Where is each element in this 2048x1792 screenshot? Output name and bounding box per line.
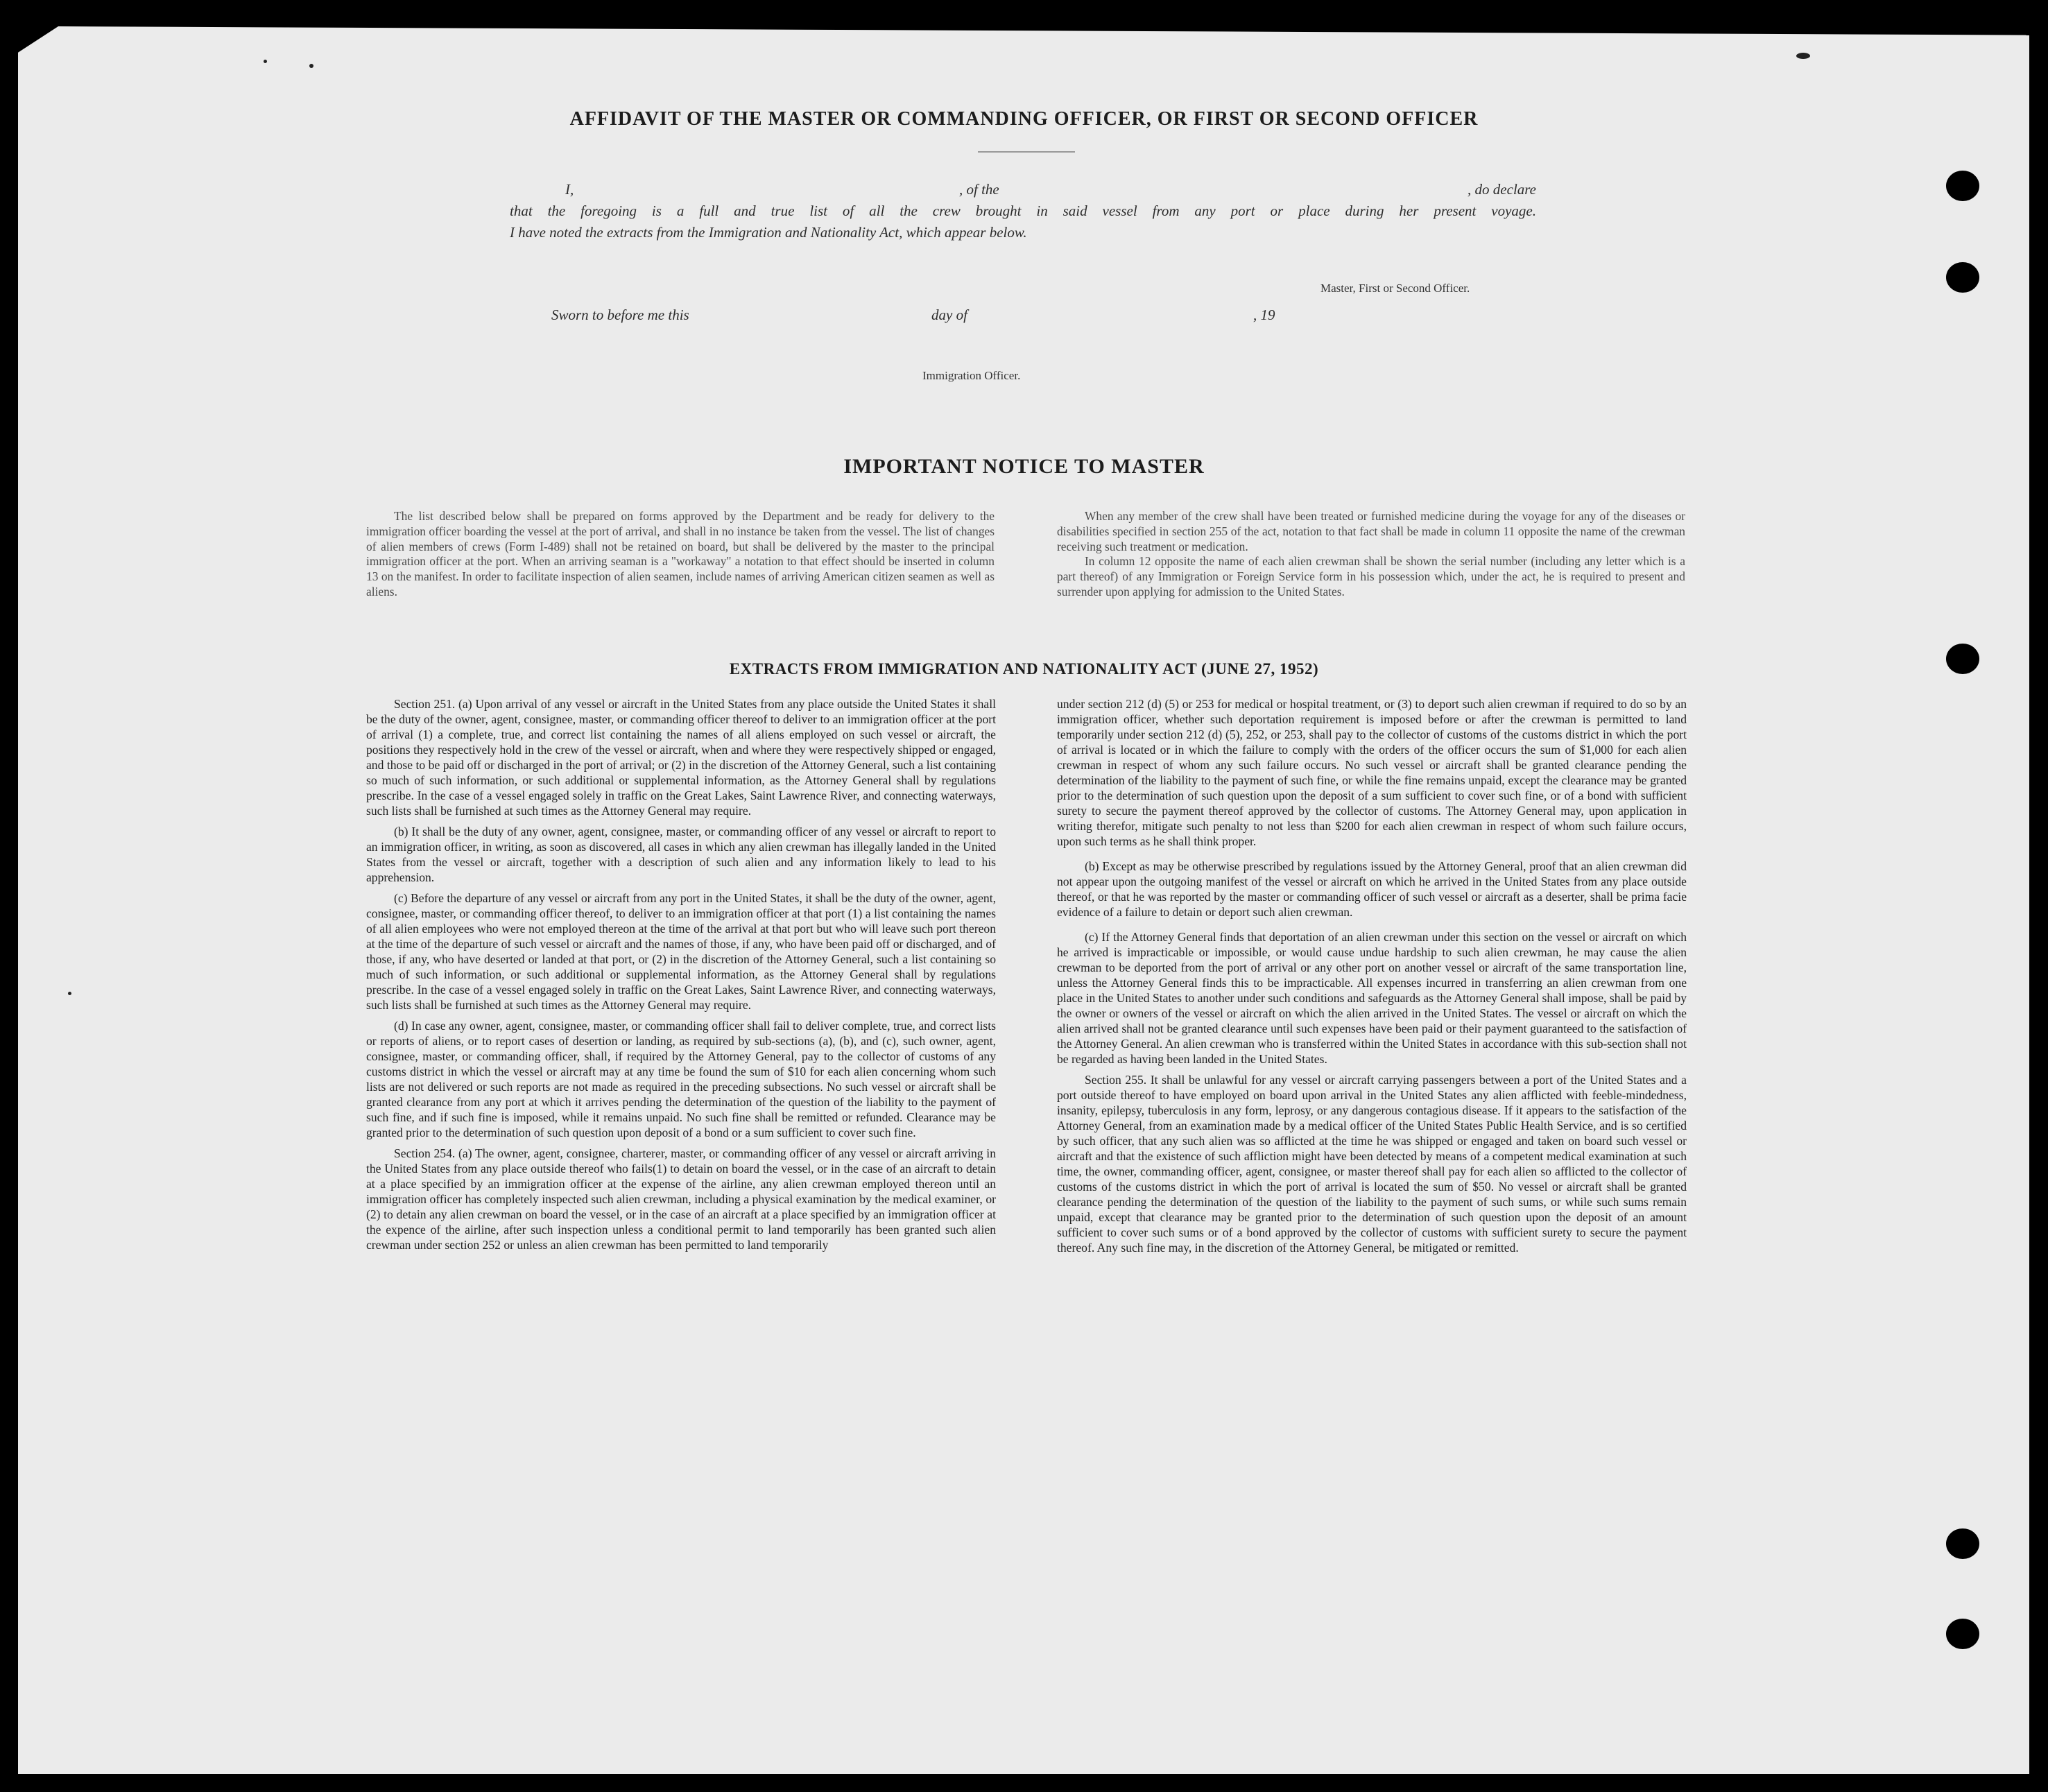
do-declare-label: , do declare: [1468, 181, 1536, 198]
notice-right-text-2: In column 12 opposite the name of each alien crewman shall be shown the serial number (including any letter which is a part thereof) of any Immigration or Foreign Service form in his possession which, under the act, he is required to present and surrender upon applying for admission to the United States.: [1057, 554, 1685, 598]
master-signature-label: Master, First or Second Officer.: [1320, 282, 1470, 295]
of-the-label: , of the: [959, 181, 999, 198]
scan-speck: [68, 992, 71, 995]
extracts-left-column: [366, 696, 996, 1252]
punch-hole: [1946, 1619, 1979, 1649]
notice-left-text: The list described below shall be prepared on forms approved by the Department and be ready for delivery to the immigration officer boarding the vessel at the port of arrival, and shall in no instance be taken from the vessel. The list of changes of alien members of crews (Form I-489) shall not be retained on board, but shall be delivered by the master to the principal immigration officer at the port. When an arriving seaman is a "workaway" a notation to that effect should be inserted in column 13 on the manifest. In order to facilitate inspection of alien seamen, include names of arriving American citizen seamen as well as aliens.: [366, 509, 995, 598]
punch-hole: [1946, 1528, 1979, 1559]
sworn-line: [551, 307, 1314, 328]
section-251c: (c) Before the departure of any vessel or aircraft from any port in the United States, it shall be the duty of the owner, agent, consignee, master, or commanding officer thereof, to deliver to an immigration officer at that port (1) a list containing the names of all alien employees who were not employed thereon at the time of the arrival at that port but who will leave such port thereon at the time of the departure of such vessel or aircraft and the names of those, if any, who have been paid off or discharged, and of those, if any, who have deserted or landed at that port, or (2) in the discretion of the Attorney General, such a list containing so much of such information, or such additional or supplemental information, as the Attorney General shall by regulations prescribe. In the case of a vessel engaged solely in traffic on the Great Lakes, Saint Lawrence River, and connecting waterways, such lists shall be furnished at such times as the Attorney General may require.: [366, 891, 996, 1012]
title-divider: [978, 151, 1075, 153]
punch-hole: [1946, 262, 1979, 293]
notice-title: IMPORTANT NOTICE TO MASTER: [843, 455, 1205, 478]
extracts-title: EXTRACTS FROM IMMIGRATION AND NATIONALITY ACT (JUNE 27, 1952): [729, 660, 1319, 678]
notice-right-text-1: When any member of the crew shall have been treated or furnished medicine during the voyage for any of the diseases or disabilities specified in section 255 of the act, notation to that fact shall be made in column 11 opposite the name of the crewman receiving such treatment or medication.: [1057, 509, 1685, 553]
punch-hole: [1946, 171, 1979, 201]
notice-right-column: [1057, 509, 1685, 600]
declaration-line-2: that the foregoing is a full and true list of all the crew brought in said vessel from any port or place during her present voyage.: [510, 203, 1536, 219]
sworn-label: Sworn to before me this: [551, 307, 689, 323]
section-254b: (b) Except as may be otherwise prescribed by regulations issued by the Attorney General, proof that an alien crewman did not appear upon the outgoing manifest of the vessel or aircraft on which he arrived in the United States from any place outside thereof, or that he was reported by the master or commanding officer of such vessel or aircraft as a deserter, shall be prima facie evidence of a failure to detain or deport such alien crewman.: [1057, 859, 1687, 919]
declaration-line-3: I have noted the extracts from the Immigration and Nationality Act, which appear below.: [510, 224, 1027, 241]
day-of-label: day of: [931, 307, 967, 323]
document-page: [18, 26, 2029, 1774]
declarant-prefix: I,: [565, 181, 574, 198]
year-label: , 19: [1253, 307, 1275, 323]
affidavit-title: AFFIDAVIT OF THE MASTER OR COMMANDING OFFICER, OR FIRST OR SECOND OFFICER: [569, 108, 1479, 130]
scan-speck: [264, 60, 267, 63]
scan-speck: [309, 64, 313, 68]
section-251a: Section 251. (a) Upon arrival of any vessel or aircraft in the United States from any place outside the United States it shall be the duty of the owner, agent, consignee, master, or commanding officer thereof to deliver to an immigration officer at the port of arrival (1) a complete, true, and correct list containing the names of all aliens employed on such vessel or aircraft, the positions they respectively hold in the crew of the vessel or aircraft, when and where they were respectively shipped or engaged, and those to be paid off or discharged in the port of arrival; or (2) in the discretion of the Attorney General, such a list containing so much of such information, or such additional or supplemental information, as the Attorney General shall by regulations prescribe. In the case of a vessel engaged solely in traffic on the Great Lakes, Saint Lawrence River, and connecting waterways, such lists shall be furnished at such times as the Attorney General may require.: [366, 697, 996, 818]
section-251d: (d) In case any owner, agent, consignee, master, or commanding officer shall fail to deliver complete, true, and correct lists or reports of aliens, or to report cases of desertion or landing, as required by sub-sections (a), (b), and (c), such owner, agent, consignee, master, or commanding officer, shall, if required by the Attorney General, pay to the collector of customs of any customs district in which the vessel or aircraft may at any time be found the sum of $10 for each alien concerning whom such lists are not delivered or such reports are not made as required in the preceding subsections. No such vessel or aircraft shall be granted clearance from any port at which it arrives pending the determination of the question of the liability to the payment of such fine, and if such fine is imposed, while it remains unpaid. No such fine shall be remitted or refunded. Clearance may be granted prior to the determination of such question upon deposit of a bond or a sum sufficient to cover such fine.: [366, 1019, 996, 1139]
section-251b: (b) It shall be the duty of any owner, agent, consignee, master, or commanding officer of any vessel or aircraft to report to an immigration officer, in writing, as soon as discovered, all cases in which any alien crewman has illegally landed in the United States from the vessel or aircraft, together with a description of such alien and any information likely to lead to his apprehension.: [366, 825, 996, 884]
extracts-right-column: [1057, 696, 1687, 1255]
section-254c: (c) If the Attorney General finds that deportation of an alien crewman under this section on the vessel or aircraft on which he arrived is impracticable or impossible, or would cause undue hardship to such alien crewman, he may cause the alien crewman to be deported from the port of arrival or any other port on another vessel or aircraft of the same transportation line, unless the Attorney General finds this to be impracticable. All expenses incurred in transferring an alien crewman from one place in the United States to another under such conditions and safeguards as the Attorney General shall impose, shall be paid by the owner or owners of the vessel or aircraft on which the alien arrived in the United States. The vessel or aircraft on which the alien arrived shall not be granted clearance until such expenses have been paid or their payment guaranteed to the satisfaction of the Attorney General. An alien crewman who is transferred within the United States in accordance with this sub-section shall not be regarded as having been landed in the United States.: [1057, 930, 1687, 1066]
name-blank[interactable]: [583, 194, 791, 195]
immigration-officer-label: Immigration Officer.: [922, 369, 1021, 382]
section-254a: Section 254. (a) The owner, agent, consignee, charterer, master, or commanding officer of any vessel or aircraft arriving in the United States from any place outside thereof who fails(1) to detain on board the vessel, or in the case of an aircraft to detain at a place specified by an immigration officer at the expense of the airline, any alien crewman employed thereon until an immigration officer has completely inspected such alien crewman, including a physical examination by the medical examiner, or (2) to detain any alien crewman on board the vessel, or in the case of an aircraft at a place specified by an immigration officer at the expence of the airline, after such inspection unless a conditional permit to land temporarily has been granted such alien crewman under section 252 or unless an alien crewman has been permitted to land temporarily: [366, 1146, 996, 1252]
scan-speck: [1796, 53, 1810, 59]
section-255: Section 255. It shall be unlawful for any vessel or aircraft carrying passengers between a port of the United States and a port outside thereof to have employed on board upon arrival in the United States any alien afflicted with feeble-mindedness, insanity, epilepsy, tuberculosis in any form, leprosy, or any dangerous contagious disease. If it appears to the satisfaction of the Attorney General, from an examination made by a medical officer of the United States Public Health Service, and is so certified by such officer, that any such alien was so afflicted at the time he was shipped or engaged and taken on board such vessel or aircraft and that the existence of such affliction might have been detected by means of a competent medical examination at such time, the owner, commanding officer, agent, consignee, or master thereof shall pay for each alien so afflicted to the collector of customs of the customs district in which the port of arrival is located the sum of $50. No vessel or aircraft shall be granted clearance pending the determination of the question of the liability to the payment of such sums, or while such sums remain unpaid, except that clearance may be granted prior to the determination of such question upon the deposit of an amount sufficient to cover such sums or of a bond approved by the collector of customs with sufficient surety to secure the payment thereof. Any such fine may, in the discretion of the Attorney General, be mitigated or remitted.: [1057, 1073, 1687, 1255]
declaration-block: [510, 179, 1536, 243]
notice-left-column: [366, 509, 995, 600]
declaration-line-1: [510, 179, 1536, 200]
section-254a-continued: under section 212 (d) (5) or 253 for medical or hospital treatment, or (3) to deport such alien crewman if required to do so by an immigration officer, whether such deportation requirement is imposed before or after the crewman is permitted to land temporarily under section 212 (d) (5), 252, or 253, shall pay to the collector of customs of the customs district in which the port of arrival is located or in which the failure to comply with the orders of the officer occurs the sum of $1,000 for each alien crewman in respect of whom any such failure occurs. No such vessel or aircraft shall be granted clearance pending the determination of the liability to the payment of such fine, or while the fine remains unpaid, except the clearance may be granted prior to the determination of such question upon the deposit of a sum sufficient to cover such fine, or of a bond with sufficient surety to secure the payment thereof approved by the collector of customs. The Attorney General may, upon application in writing therefor, mitigate such penalty to not less than $200 for each alien crewman in respect of whom such failure occurs, upon such terms as he shall think proper.: [1057, 697, 1687, 848]
